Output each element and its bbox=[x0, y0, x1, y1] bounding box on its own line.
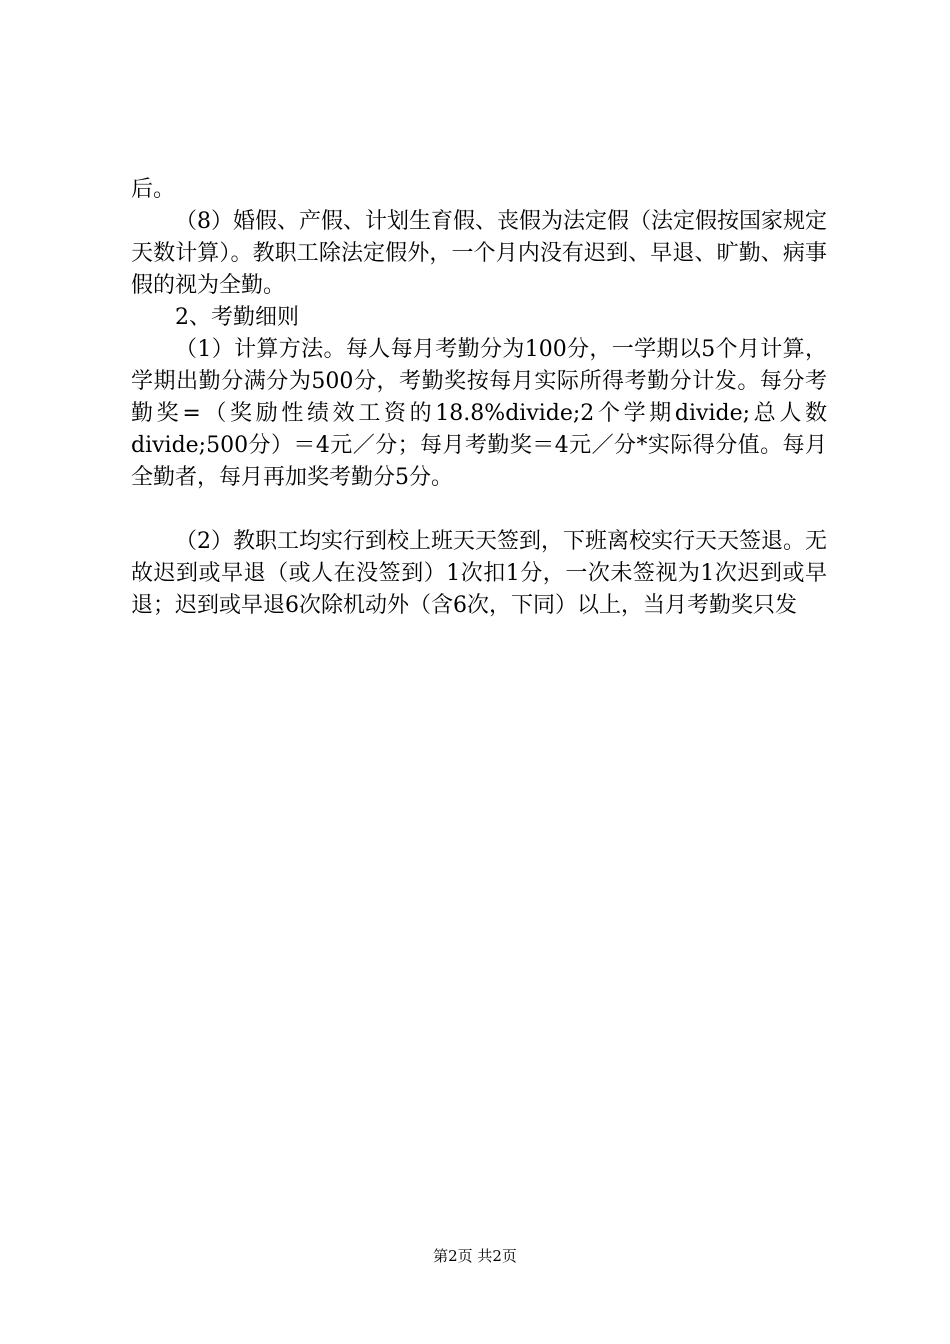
section-heading-attendance-rules: 2、考勤细则 bbox=[175, 305, 299, 330]
document-body bbox=[131, 174, 827, 622]
paragraph-sign-in-rules: （2）教职工均实行到校上班天天签到，下班离校实行天天签退。无故迟到或早退（或人在没签到）1次扣1分，一次未签视为1次迟到或早退；迟到或早退6次除机动外（含6次，下同）以上，当月考勤奖只发 bbox=[131, 529, 827, 618]
paragraph-legal-leave: （8）婚假、产假、计划生育假、丧假为法定假（法定假按国家规定天数计算）。教职工除法定假外，一个月内没有迟到、早退、旷勤、病事假的视为全勤。 bbox=[131, 209, 827, 298]
page-footer: 第2页 共2页 bbox=[433, 1247, 517, 1265]
paragraph-calculation-method: （1）计算方法。每人每月考勤分为100分，一学期以5个月计算，学期出勤分满分为500分，考勤奖按每月实际所得考勤分计发。每分考勤奖=（奖励性绩效工资的18.8%divide;2个学期divide;总人数divide;500分）＝4元／分；每月考勤奖＝4元／分*实际得分值。每月全勤者，每月再加奖考勤分5分。 bbox=[131, 337, 827, 490]
paragraph-continuation: 后。 bbox=[131, 177, 176, 202]
